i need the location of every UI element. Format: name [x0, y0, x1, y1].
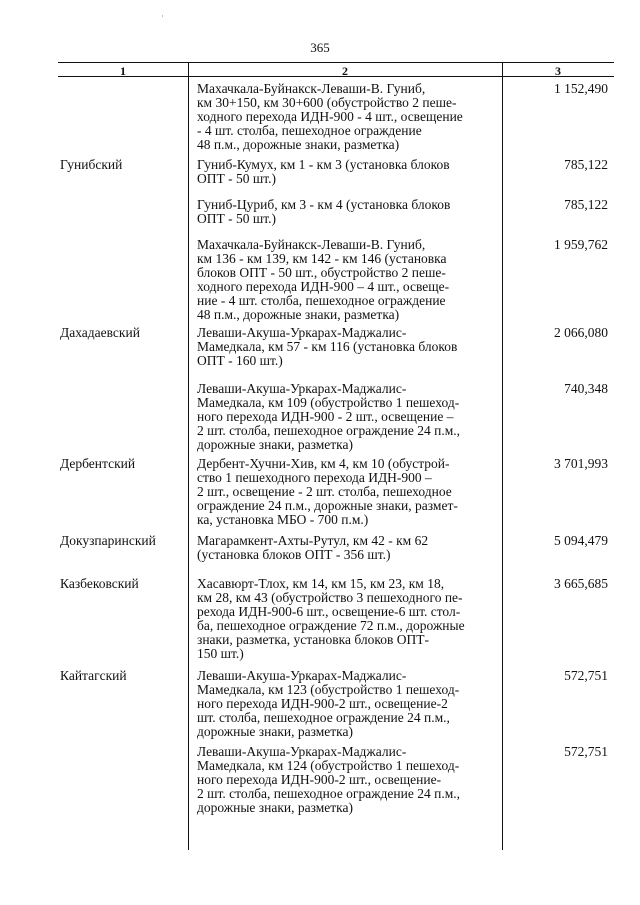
amount-cell: 572,751 [564, 744, 608, 759]
scan-mark: ʿ [161, 14, 164, 24]
description-cell: Леваши-Акуша-Уркарах-Маджалис- Мамедкала, км 109 (обустройство 1 пешеход- ного перехода ИДН-900 - 2 шт., освещение – 2 шт. столба, пешеходное ограждение 24 п.м., дорожные знаки, разметка) [197, 381, 460, 452]
amount-cell: 572,751 [564, 668, 608, 683]
roads-table [58, 62, 614, 850]
description-cell: Махачкала-Буйнакск-Леваши-В. Гуниб, км 30+150, км 30+600 (обустройство 2 пеше- ходного перехода ИДН-900 - 4 шт., освещение - 4 шт. столба, пешеходное ограждение 48 п.м., дорожные знаки, разметка) [197, 81, 463, 152]
description-cell: Гуниб-Кумух, км 1 - км 3 (установка блоков ОПТ - 50 шт.) [197, 157, 450, 186]
amount-cell: 2 066,080 [554, 325, 608, 340]
amount-cell: 3 701,993 [554, 456, 608, 471]
district-cell: Гунибский [60, 157, 123, 172]
table-top-rule [58, 62, 614, 63]
amount-cell: 1 959,762 [554, 237, 608, 252]
page-number: 365 [310, 40, 330, 55]
district-cell: Дербентский [60, 456, 136, 471]
amount-cell: 5 094,479 [554, 533, 608, 548]
district-cell: Докузпаринский [60, 533, 156, 548]
description-cell: Гуниб-Цуриб, км 3 - км 4 (установка блоков ОПТ - 50 шт.) [197, 197, 451, 226]
description-cell: Леваши-Акуша-Уркарах-Маджалис- Мамедкала, км 124 (обустройство 1 пешеход- ного перехода ИДН-900-2 шт., освещение- 2 шт. столба, пешеходное ограждение 24 п.м., дорожные знаки, разметка) [197, 744, 460, 815]
column-divider-1 [188, 62, 189, 850]
description-cell: Дербент-Хучни-Хив, км 4, км 10 (обустрой- ство 1 пешеходного перехода ИДН-900 – 2 шт., освещение - 2 шт. столба, пешеходное ограждение 24 п.м., дорожные знаки, размет- ка, установка МБО - 700 п.м.) [197, 456, 458, 527]
header-col-2: 2 [342, 64, 348, 78]
header-col-1: 1 [120, 64, 126, 78]
description-cell: Махачкала-Буйнакск-Леваши-В. Гуниб, км 136 - км 139, км 142 - км 146 (установка блоков ОПТ - 50 шт., обустройство 2 пеше- ходного перехода ИДН-900 – 4 шт., освеще- ние - 4 шт. столба, пешеходное ограждение 48 п.м., дорожные знаки, разметка) [197, 237, 450, 322]
amount-cell: 740,348 [564, 381, 608, 396]
description-cell: Хасавюрт-Тлох, км 14, км 15, км 23, км 18, км 28, км 43 (обустройство 3 пешеходного пе- рехода ИДН-900-6 шт., освещение-6 шт. стол- ба, пешеходное ограждение 72 п.м., дорожные знаки, разметка, установка блоков ОПТ- 150 шт.) [197, 576, 465, 661]
description-cell: Леваши-Акуша-Уркарах-Маджалис- Мамедкала, км 57 - км 116 (установка блоков ОПТ - 160 шт.) [197, 325, 458, 368]
district-cell: Казбековский [60, 576, 139, 591]
amount-cell: 3 665,685 [554, 576, 608, 591]
description-cell: Магарамкент-Ахты-Рутул, км 42 - км 62 (установка блоков ОПТ - 356 шт.) [197, 533, 429, 562]
amount-cell: 785,122 [564, 197, 608, 212]
amount-cell: 1 152,490 [554, 81, 608, 96]
district-cell: Кайтагский [60, 668, 127, 683]
column-divider-2 [502, 62, 503, 850]
amount-cell: 785,122 [564, 157, 608, 172]
district-cell: Дахадаевский [60, 325, 140, 340]
header-col-3: 3 [555, 64, 561, 78]
description-cell: Леваши-Акуша-Уркарах-Маджалис- Мамедкала, км 123 (обустройство 1 пешеход- ного перехода ИДН-900-2 шт., освещение-2 шт. столба, пешеходное ограждение 24 п.м., дорожные знаки, разметка) [197, 668, 460, 739]
